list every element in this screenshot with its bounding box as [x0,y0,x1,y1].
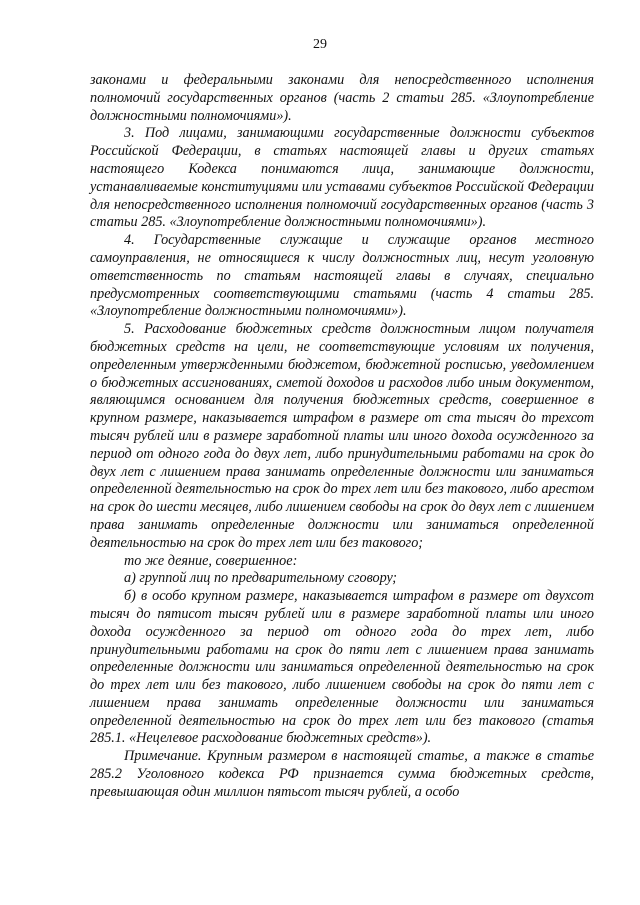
document-body [90,72,594,802]
paragraph: а) группой лиц по предварительному сговору; [124,570,398,587]
paragraph: то же деяние, совершенное: [124,552,298,569]
paragraph: законами и федеральными законами для непосредственного исполнения полномочий государственных органов (часть 2 статьи 285. «Злоупотребление должностными полномочиями»). [90,72,594,124]
paragraph: 3. Под лицами, занимающими государственные должности субъектов Российской Федерации, в статьях настоящей главы и других статьях настоящего Кодекса понимаются лица, занимающие должности, устанавливаемые конституциями или уставами субъектов Российской Федерации для непосредственного исполнения полномочий государственных органов (часть 3 статьи 285. «Злоупотребление должностными полномочиями»). [90,125,594,231]
paragraph: б) в особо крупном размере, наказывается штрафом в размере от двухсот тысяч до пятисот тысяч рублей или в размере заработной платы или иного дохода осужденного за период от одного года до трех лет, либо принудительными работами на срок до пяти лет с лишением права занимать определенные должности или заниматься определенной деятельностью на срок до трех лет или без такового, либо лишением свободы на срок до пяти лет с лишением права занимать определенные должности или заниматься определенной деятельностью на срок до трех лет или без такового (статья 285.1. «Нецелевое расходование бюджетных средств»). [90,588,594,747]
paragraph: 5. Расходование бюджетных средств должностным лицом получателя бюджетных средств на цели, не соответствующие условиям их получения, определенным утвержденными бюджетом, бюджетной росписью, уведомлением о бюджетных ассигнованиях, сметой доходов и расходов либо иным документом, являющимся основанием для получения бюджетных средств, совершенное в крупном размере, наказывается штрафом в размере от ста тысяч до трехсот тысяч рублей или в размере заработной платы или иного дохода осужденного за период от одного года до двух лет, либо принудительными работами на срок до двух лет с лишением права занимать определенные должности или заниматься определенной деятельностью на срок до трех лет или без такового, либо арестом на срок до шести месяцев, либо лишением свободы на срок до двух лет с лишением права занимать определенные должности или заниматься определенной деятельностью на срок до трех лет или без такового; [90,321,594,551]
paragraph: Примечание. Крупным размером в настоящей статье, а также в статье 285.2 Уголовного кодекса РФ признается сумма бюджетных средств, превышающая один миллион пятьсот тысяч рублей, а особо [90,748,594,800]
page-number: 29 [313,37,327,52]
paragraph: 4. Государственные служащие и служащие органов местного самоуправления, не относящиеся к числу должностных лиц, несут уголовную ответственность по статьям настоящей главы в случаях, специально предусмотренных соответствующими статьями (часть 4 статьи 285. «Злоупотребление должностными полномочиями»). [90,232,594,320]
